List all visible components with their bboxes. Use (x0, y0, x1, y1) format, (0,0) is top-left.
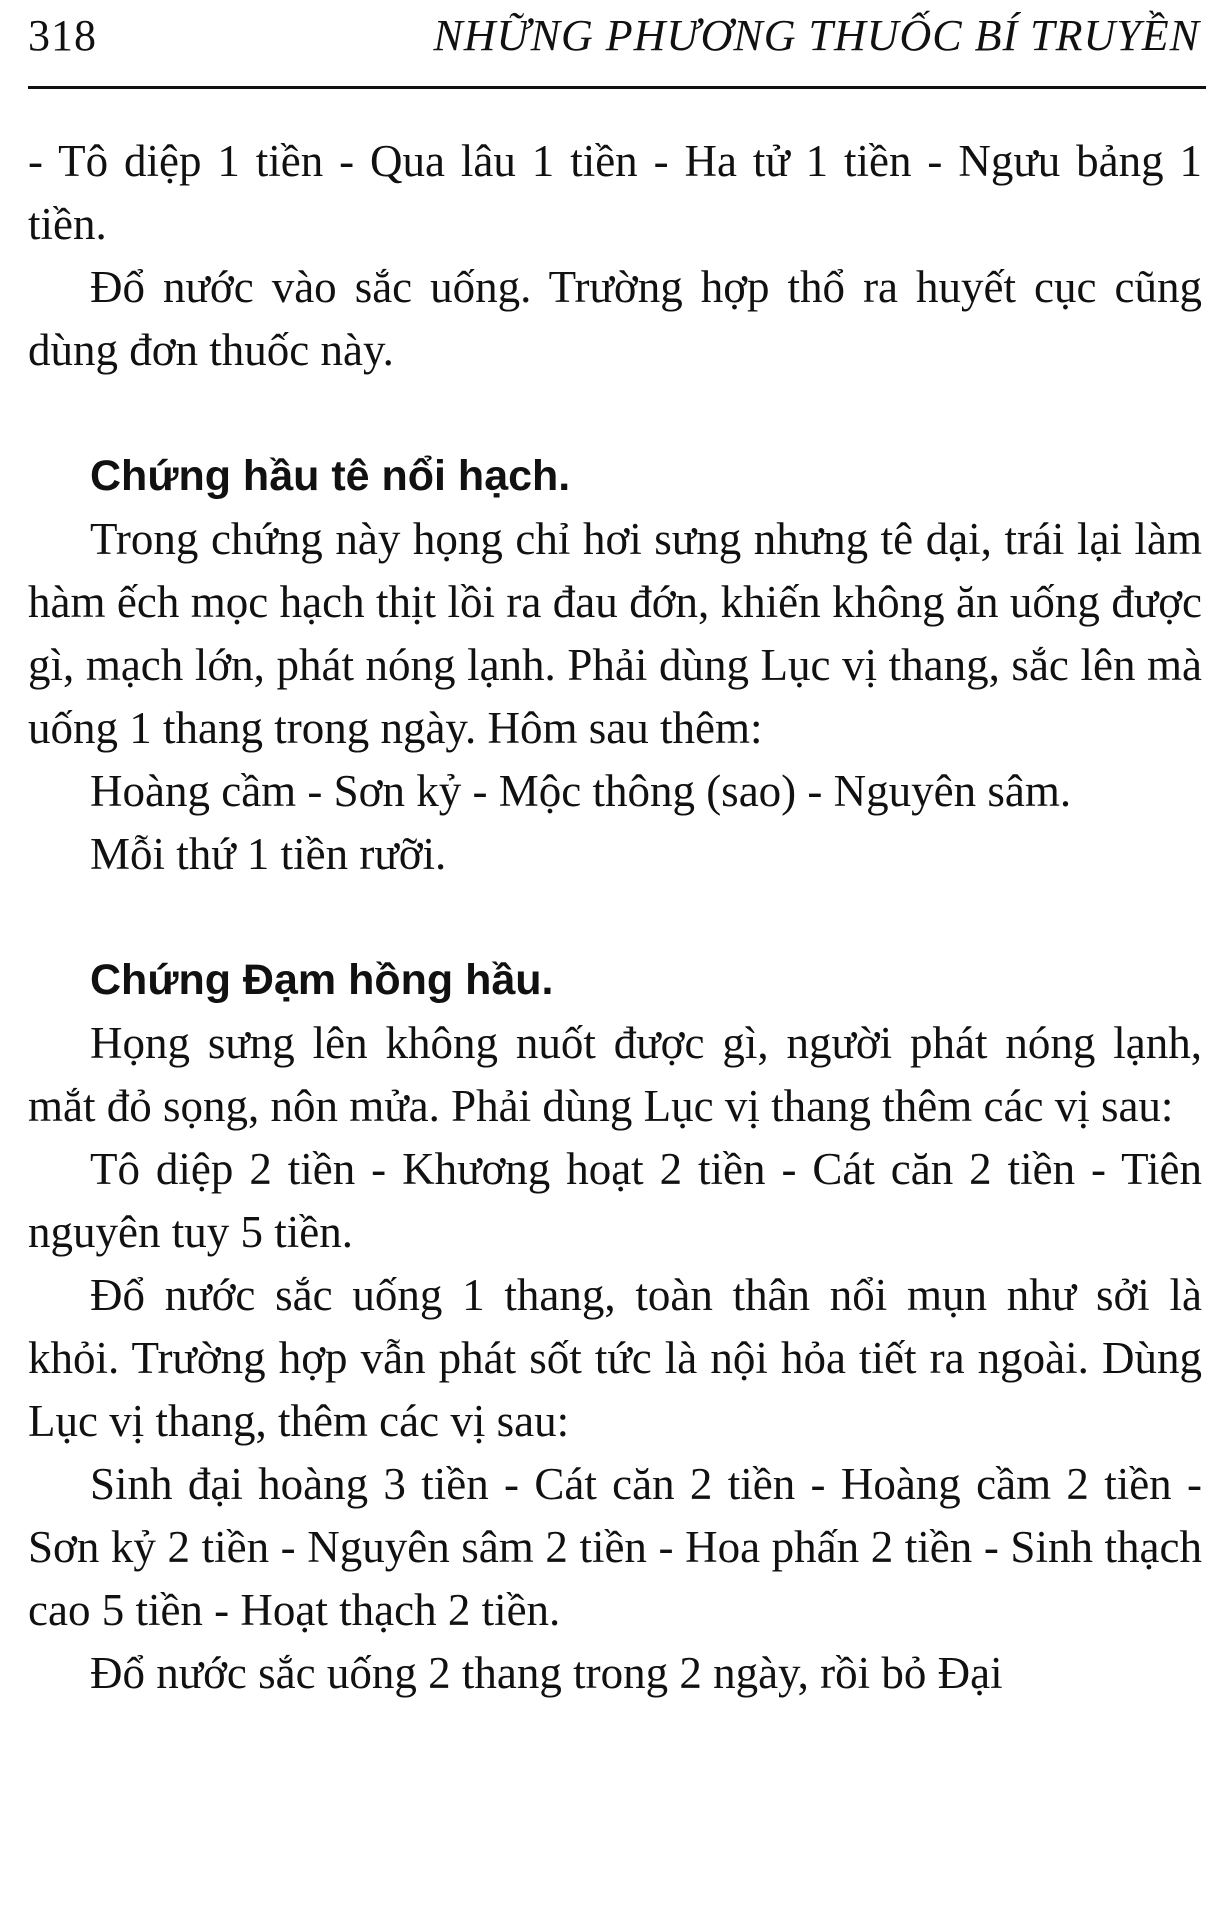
section-heading: Chứng Đạm hồng hầu. (90, 956, 554, 1004)
paragraph: Tô diệp 2 tiền - Khương hoạt 2 tiền - Cát căn 2 tiền - Tiên nguyên tuy 5 tiền. (28, 1144, 1202, 1257)
paragraph: Đổ nước vào sắc uống. Trường hợp thổ ra huyết cục cũng dùng đơn thuốc này. (28, 262, 1202, 375)
paragraph: Họng sưng lên không nuốt được gì, người phát nóng lạnh, mắt đỏ sọng, nôn mửa. Phải dùng Lục vị thang thêm các vị sau: (28, 1018, 1202, 1131)
page-number: 318 (28, 11, 97, 60)
paragraph: - Tô diệp 1 tiền - Qua lâu 1 tiền - Ha tử 1 tiền - Ngưu bảng 1 tiền. (28, 136, 1202, 249)
paragraph: Đổ nước sắc uống 1 thang, toàn thân nổi mụn như sởi là khỏi. Trường hợp vẫn phát sốt tức là nội hỏa tiết ra ngoài. Dùng Lục vị thang, thêm các vị sau: (28, 1270, 1202, 1446)
running-title: NHỮNG PHƯƠNG THUỐC BÍ TRUYỀN (433, 11, 1200, 60)
paragraph: Hoàng cầm - Sơn kỷ - Mộc thông (sao) - Nguyên sâm. (90, 766, 1072, 816)
paragraph: Sinh đại hoàng 3 tiền - Cát căn 2 tiền - Hoàng cầm 2 tiền - Sơn kỷ 2 tiền - Nguyên sâm 2 tiền - Hoa phấn 2 tiền - Sinh thạch cao 5 tiền - Hoạt thạch 2 tiền. (28, 1459, 1202, 1635)
paragraph: Mỗi thứ 1 tiền rưỡi. (90, 829, 447, 879)
page-body (28, 130, 1202, 1705)
page-header (28, 6, 1206, 89)
section-heading: Chứng hầu tê nổi hạch. (90, 452, 571, 500)
paragraph: Trong chứng này họng chỉ hơi sưng nhưng tê dại, trái lại làm hàm ếch mọc hạch thịt lồi ra đau đớn, khiến không ăn uống được gì, mạch lớn, phát nóng lạnh. Phải dùng Lục vị thang, sắc lên mà uống 1 thang trong ngày. Hôm sau thêm: (28, 514, 1202, 753)
paragraph: Đổ nước sắc uống 2 thang trong 2 ngày, rồi bỏ Đại (90, 1648, 1003, 1698)
